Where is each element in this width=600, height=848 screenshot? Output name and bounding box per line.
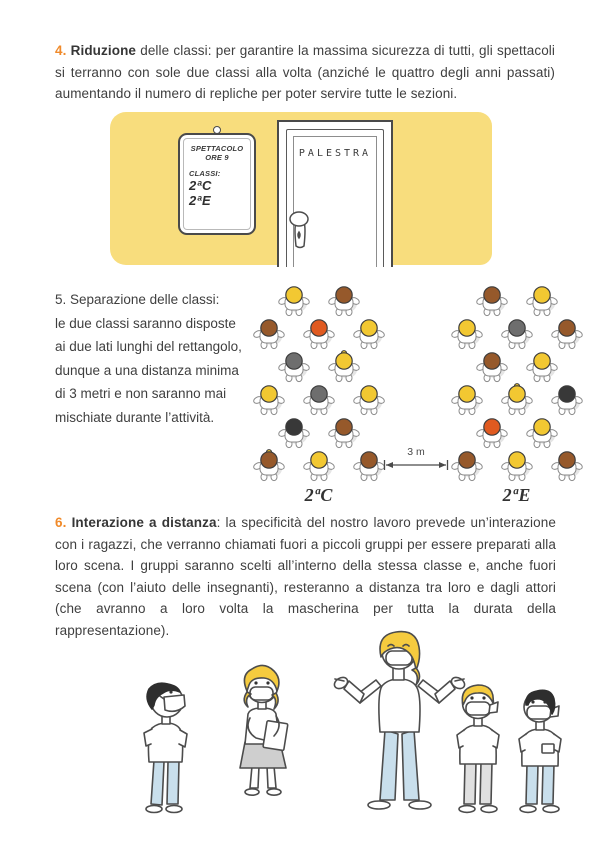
pupil-figure [277,350,311,384]
section-5-title: Separazione [70,292,146,307]
distance-label: 3 m [407,446,425,458]
pupil-figure [352,383,386,417]
text-line: mischiate durante l’attività. [55,409,215,425]
pupil-figure [525,350,559,384]
pupil-figure [252,317,286,351]
pupil-figure [550,383,584,417]
student-figure-1 [118,680,213,820]
distance-indicator [383,446,449,471]
section-4-text: delle classi: per garantire la massima sicurezza di tutti, gli spettacoli si terranno con sole due classi alla volta (anziché le quattro degli anni passati) aumentando il numero di repliche per poter servire tutte le sezioni. [55,43,555,101]
pupil-figure [500,317,534,351]
pupil-figure [550,449,584,483]
section-6-text: : la specificità del nostro lavoro prevede un’interazione con i ragazzi, che verranno chiamati fuori a piccoli gruppi per essere preparati alla loro scena. I gruppi saranno scelti all’interno della stessa classe e, anche fuori scena (con l’aiuto delle insegnanti), resteranno a distanza tra loro e dagli attori (che avranno a loro volta la mascherina per tutta la durata della rappresentazione). [55,515,556,638]
pupil-figure [252,449,286,483]
pupil-row [450,317,584,350]
pupil-row [252,350,386,383]
class-group-2e [450,284,584,506]
gym-door-illustration [110,112,492,265]
student-figure-3 [492,684,587,820]
sign-class-a: 2ªC [189,178,212,193]
pupil-figure [500,383,534,417]
section-6-title: Interazione a distanza [71,515,217,530]
pupil-figure [525,416,559,450]
pupil-figure [302,317,336,351]
pupil-row [450,416,584,449]
pupil-figure [475,350,509,384]
pupil-figure [327,416,361,450]
pupil-grid-2c [252,284,386,482]
section-5-number: 5. [55,292,67,307]
pupil-figure [450,317,484,351]
pupil-figure [525,284,559,318]
section-4-number: 4. [55,43,67,58]
pupil-figure [352,317,386,351]
pupil-figure [277,284,311,318]
pupil-figure [450,383,484,417]
door-label: PALESTRA [298,148,372,159]
section-5-lines [55,312,285,430]
section-6-number: 6. [55,515,67,530]
pupil-row [252,317,386,350]
masked-people-illustration [0,628,600,828]
sign-time-line: ORE 9 [205,153,229,162]
pupil-figure [277,416,311,450]
pupil-figure [450,449,484,483]
student-figure-girl [212,662,312,804]
section-5-title-suffix: delle classi: [145,292,220,307]
pupil-figure [500,449,534,483]
pupil-row [252,449,386,482]
pupil-grid-2e [450,284,584,482]
pupil-figure [327,284,361,318]
pupil-row [450,449,584,482]
sign-classes-line: CLASSI: [189,169,221,178]
pupil-figure [352,449,386,483]
text-line: ai due lati lunghi del rettangolo, [55,339,242,355]
section-5-heading [55,288,285,312]
sign-class-b: 2ªE [189,193,212,208]
double-arrow-icon [383,459,449,471]
door-handle-icon [288,210,310,252]
class-label-2c: 2ªC [304,485,334,505]
section-4-title: Riduzione [70,43,137,58]
text-line: le due classi saranno disposte [55,315,236,331]
text-line: di 3 metri e non saranno mai [55,386,227,402]
pupil-row [252,416,386,449]
section-6-paragraph [55,512,556,641]
pupil-figure [550,317,584,351]
pupil-figure [475,416,509,450]
class-label-2e: 2ªE [502,485,532,505]
text-line: dunque a una distanza minima [55,362,239,378]
pupil-row [252,284,386,317]
section-5-paragraph [55,288,285,430]
section-4-paragraph [55,40,555,105]
palestra-door [277,120,393,267]
pupil-row [450,284,584,317]
pupil-figure [302,449,336,483]
sign-show-line: SPETTACOLO [190,144,244,153]
pupil-figure [475,284,509,318]
class-group-2c [252,284,386,506]
pupil-figure [252,383,286,417]
pupil-figure [302,383,336,417]
pupil-row [450,383,584,416]
pupil-figure [327,350,361,384]
schedule-sign [178,133,256,235]
pupil-row [450,350,584,383]
pupil-row [252,383,386,416]
